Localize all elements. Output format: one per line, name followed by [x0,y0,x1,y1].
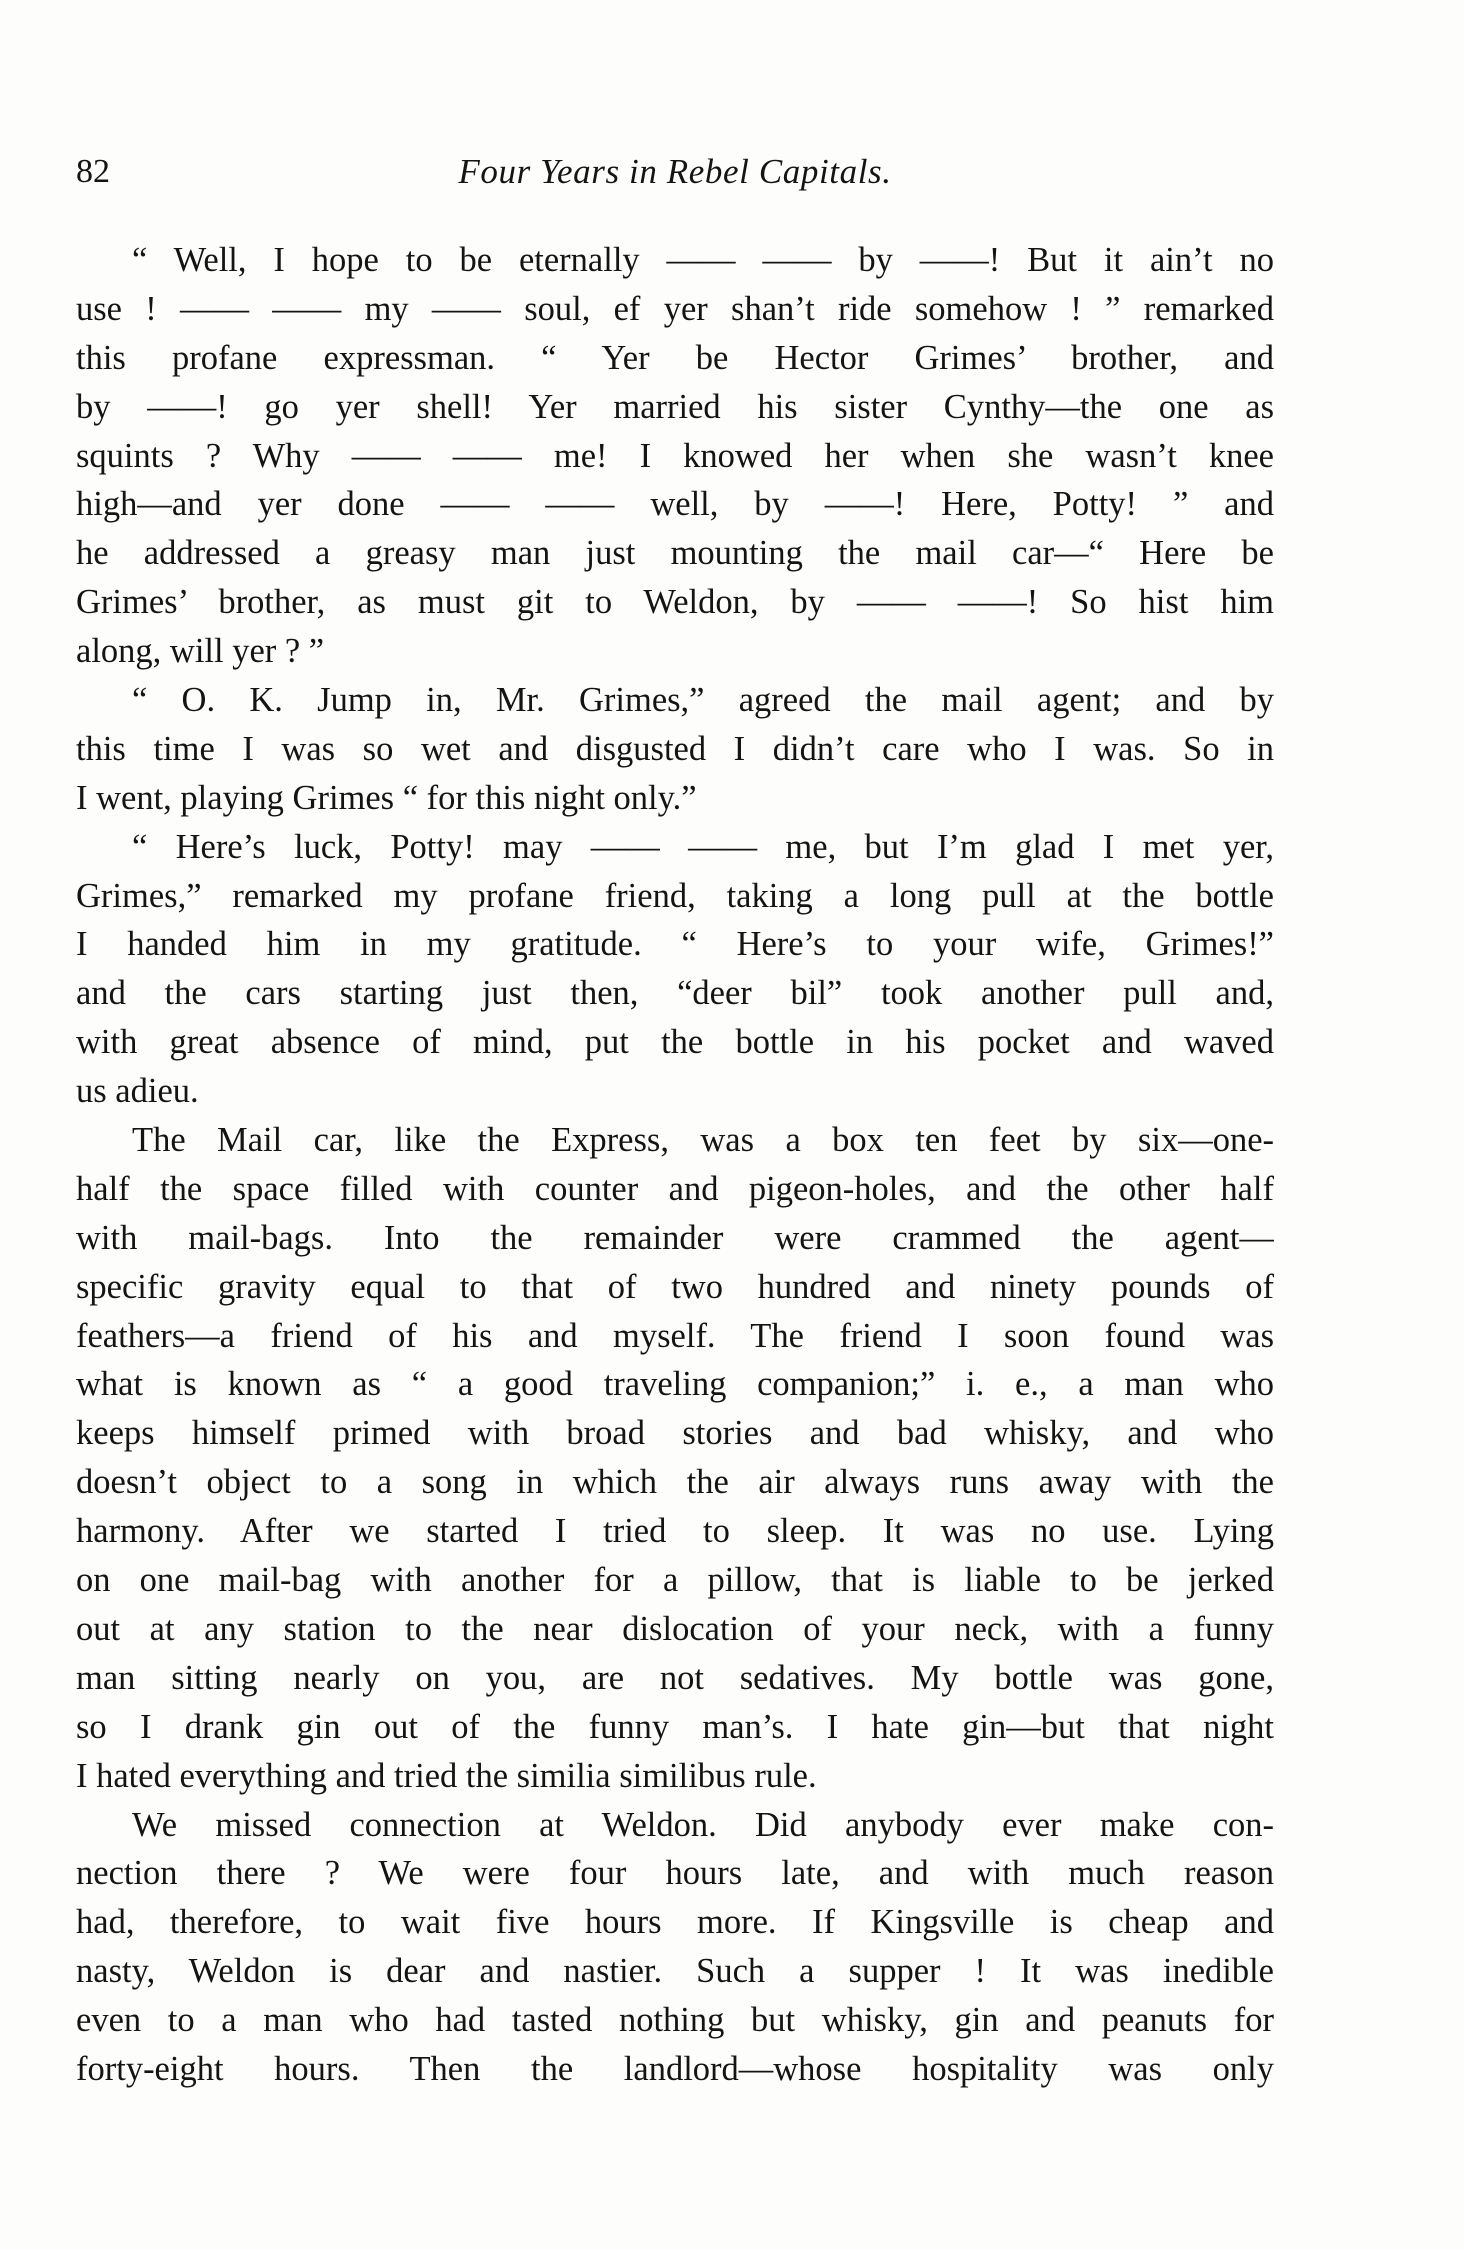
running-title: Four Years in Rebel Capitals. [458,152,892,191]
text-line: this profane expressman. “ Yer be Hector Grimes’ brother, and [76,338,1274,377]
text-line: so I drank gin out of the funny man’s. I hate gin—but that night [76,1707,1274,1746]
text-line: feathers—a friend of his and myself. The friend I soon found was [76,1316,1274,1355]
text-line: nection there ? We were four hours late, and with much reason [76,1854,1274,1893]
text-line: with great absence of mind, put the bottle in his pocket and waved [76,1023,1274,1062]
text-line: half the space filled with counter and pigeon-holes, and the other half [76,1169,1274,1208]
text-line: high—and yer done —— —— well, by ——! Here, Potty! ” and [76,485,1274,524]
page-number: 82 [76,153,110,190]
text-line: by ——! go yer shell! Yer married his sister Cynthy—the one as [76,387,1274,426]
text-line: “ Well, I hope to be eternally —— —— by ——! But it ain’t no [132,241,1274,279]
text-line: this time I was so wet and disgusted I didn’t care who I was. So in [76,729,1274,768]
text-line: keeps himself primed with broad stories and bad whisky, and who [76,1414,1274,1453]
text-line: specific gravity equal to that of two hundred and ninety pounds of [76,1267,1274,1306]
text-line: We missed connection at Weldon. Did anybody ever make con- [132,1805,1274,1844]
text-line: “ O. K. Jump in, Mr. Grimes,” agreed the mail agent; and by [132,681,1274,720]
text-line: he addressed a greasy man just mounting the mail car—“ Here be [76,534,1274,573]
running-head [76,148,1274,196]
text-line: nasty, Weldon is dear and nastier. Such a supper ! It was inedible [76,1952,1274,1991]
text-line: even to a man who had tasted nothing but whisky, gin and peanuts for [76,2001,1274,2040]
text-line: I went, playing Grimes “ for this night only.” [76,778,697,817]
text-line: us adieu. [76,1072,199,1111]
text-line: The Mail car, like the Express, was a box ten feet by six—one- [132,1121,1274,1160]
text-line: along, will yer ? ” [76,632,325,671]
text-line: “ Here’s luck, Potty! may —— —— me, but I’m glad I met yer, [132,827,1274,866]
text-line: out at any station to the near dislocation of your neck, with a funny [76,1609,1274,1648]
text-line: doesn’t object to a song in which the air always runs away with the [76,1463,1274,1502]
text-line: on one mail-bag with another for a pillow, that is liable to be jerked [76,1561,1274,1600]
text-line: Grimes,” remarked my profane friend, taking a long pull at the bottle [76,876,1274,915]
text-line: use ! —— —— my —— soul, ef yer shan’t ride somehow ! ” remarked [76,289,1274,328]
text-line: with mail-bags. Into the remainder were crammed the agent— [76,1218,1274,1257]
text-line: harmony. After we started I tried to sleep. It was no use. Lying [76,1512,1274,1551]
text-line: man sitting nearly on you, are not sedatives. My bottle was gone, [76,1658,1274,1697]
text-line: I hated everything and tried the similia similibus rule. [76,1756,817,1795]
text-line: squints ? Why —— —— me! I knowed her when she wasn’t knee [76,436,1274,475]
text-line: what is known as “ a good traveling companion;” i. e., a man who [76,1365,1274,1404]
text-line: and the cars starting just then, “deer bil” took another pull and, [76,974,1274,1013]
text-line: forty-eight hours. Then the landlord—whose hospitality was only [76,2049,1274,2088]
text-line: Grimes’ brother, as must git to Weldon, by —— ——! So hist him [76,583,1274,622]
body-text [76,236,1274,2094]
text-line: I handed him in my gratitude. “ Here’s to your wife, Grimes!” [76,925,1274,964]
text-line: had, therefore, to wait five hours more. If Kingsville is cheap and [76,1903,1274,1942]
